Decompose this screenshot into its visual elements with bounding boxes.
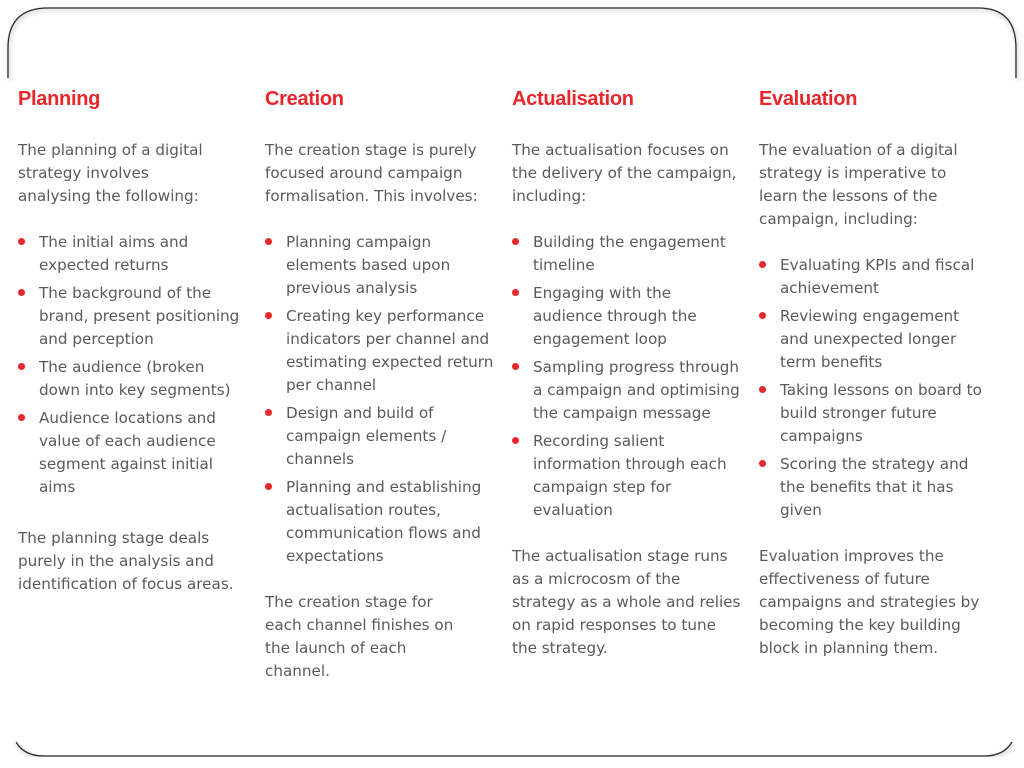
- list-item-text: Reviewing engagement and unexpected longer term benefits: [780, 307, 960, 371]
- bullet-icon: [759, 386, 766, 393]
- bullet-icon: [18, 238, 25, 245]
- column-title: Evaluation: [759, 88, 858, 110]
- list-item-text: Sampling progress through a campaign and optimising the campaign message: [533, 358, 740, 422]
- list-item-text: Engaging with the audience through the engagement loop: [533, 284, 697, 348]
- list-item-text: The audience (broken down into key segments): [39, 358, 231, 399]
- list-item: [18, 282, 248, 351]
- list-item-text: Planning and establishing actualisation routes, communication flows and expectations: [286, 478, 482, 565]
- list-item-text: Creating key performance indicators per channel and estimating expected return per channel: [286, 307, 494, 394]
- list-item: [18, 231, 248, 277]
- column-intro: The planning of a digital strategy involves analysing the following:: [18, 141, 203, 205]
- column-title: Actualisation: [512, 88, 634, 110]
- bullet-icon: [265, 409, 272, 416]
- list-item: [265, 231, 495, 300]
- bullet-icon: [18, 414, 25, 421]
- bullet-icon: [759, 261, 766, 268]
- list-item-text: The initial aims and expected returns: [39, 233, 189, 274]
- column-title: Planning: [18, 88, 101, 110]
- bullet-icon: [265, 238, 272, 245]
- list-item: [265, 476, 495, 568]
- bullet-icon: [18, 289, 25, 296]
- list-item: [759, 453, 989, 522]
- column-list: [512, 231, 742, 522]
- list-item-text: Design and build of campaign elements / channels: [286, 404, 447, 468]
- column-intro: The actualisation focuses on the delivery of the campaign, including:: [512, 141, 737, 205]
- bullet-icon: [759, 460, 766, 467]
- column-outro: The creation stage for each channel finishes on the launch of each channel.: [265, 593, 454, 680]
- bullet-icon: [512, 437, 519, 444]
- list-item: [759, 379, 989, 448]
- list-item: [512, 430, 742, 522]
- list-item-text: Recording salient information through each campaign step for evaluation: [533, 432, 727, 519]
- column-actualisation: [512, 86, 742, 660]
- bullet-icon: [759, 312, 766, 319]
- frame-bottom-bracket: [16, 742, 1012, 756]
- list-item: [265, 305, 495, 397]
- bullet-icon: [512, 238, 519, 245]
- bullet-icon: [512, 363, 519, 370]
- column-list: [18, 231, 248, 499]
- bullet-icon: [18, 363, 25, 370]
- list-item-text: Evaluating KPIs and fiscal achievement: [780, 256, 975, 297]
- list-item-text: The background of the brand, present positioning and perception: [39, 284, 240, 348]
- list-item-text: Scoring the strategy and the benefits that it has given: [780, 455, 969, 519]
- bullet-icon: [512, 289, 519, 296]
- column-intro: The creation stage is purely focused around campaign formalisation. This involves:: [265, 141, 478, 205]
- column-outro: Evaluation improves the effectiveness of future campaigns and strategies by becoming the key building block in planning them.: [759, 547, 980, 657]
- column-evaluation: [759, 86, 989, 660]
- list-item-text: Taking lessons on board to build stronger future campaigns: [780, 381, 982, 445]
- column-planning: [18, 86, 248, 596]
- column-outro: The planning stage deals purely in the analysis and identification of focus areas.: [18, 529, 234, 593]
- column-list: [265, 231, 495, 568]
- column-outro: The actualisation stage runs as a microcosm of the strategy as a whole and relies on rapid responses to tune the strategy.: [512, 547, 741, 657]
- list-item: [512, 282, 742, 351]
- list-item: [512, 356, 742, 425]
- list-item: [18, 407, 248, 499]
- list-item-text: Planning campaign elements based upon previous analysis: [286, 233, 451, 297]
- list-item: [512, 231, 742, 277]
- column-title: Creation: [265, 88, 344, 110]
- list-item: [759, 305, 989, 374]
- column-creation: [265, 86, 495, 683]
- frame-top-bracket: [8, 8, 1016, 78]
- list-item: [18, 356, 248, 402]
- bullet-icon: [265, 483, 272, 490]
- list-item-text: Building the engagement timeline: [533, 233, 726, 274]
- list-item-text: Audience locations and value of each audience segment against initial aims: [39, 409, 216, 496]
- column-list: [759, 254, 989, 522]
- column-intro: The evaluation of a digital strategy is imperative to learn the lessons of the campaign, including:: [759, 141, 958, 228]
- list-item: [265, 402, 495, 471]
- list-item: [759, 254, 989, 300]
- bullet-icon: [265, 312, 272, 319]
- stages-columns: [18, 86, 1008, 686]
